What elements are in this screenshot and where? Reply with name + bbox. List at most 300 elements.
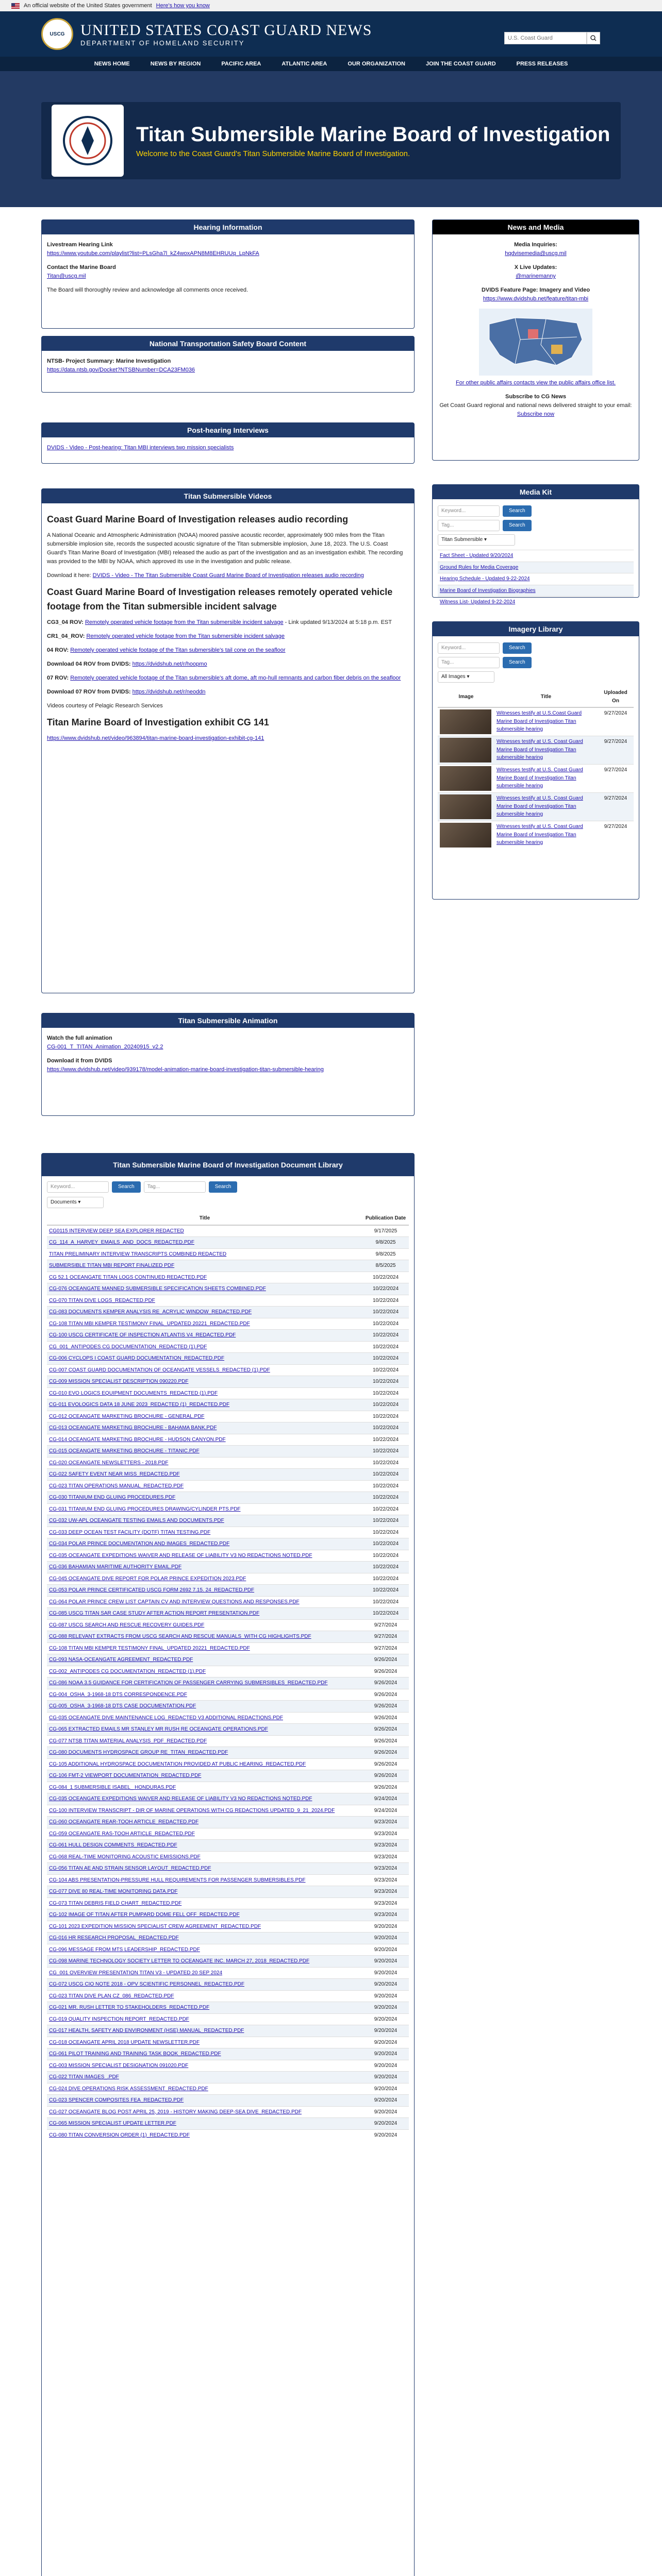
doc-date: 9/20/2024 bbox=[362, 1933, 409, 1944]
doc-title-link[interactable]: CG-077 NTSB TITAN MATERIAL ANALYSIS_PDF_REDACTED.PDF bbox=[49, 1738, 207, 1744]
doc-tag-search-button[interactable]: Search bbox=[209, 1181, 238, 1193]
mediakit-keyword-input[interactable]: Keyword... bbox=[438, 505, 500, 517]
table-row bbox=[47, 1411, 409, 1422]
table-row bbox=[47, 2083, 409, 2095]
doc-title-link[interactable]: CG-005_OSHA_3-1968-18 DTS CASE DOCUMENTATION.PDF bbox=[49, 1703, 196, 1709]
doc-title-link[interactable]: CG-105 ADDITIONAL HYDROSPACE DOCUMENTATION PROVIDED AT PUBLIC HEARING_REDACTED.PDF bbox=[49, 1761, 306, 1767]
doc-title-link[interactable]: CG-033 DEEP OCEAN TEST FACILITY (DOTF) TITAN TESTING.PDF bbox=[49, 1529, 211, 1535]
x-handle-link[interactable]: @marinemanny bbox=[516, 273, 556, 280]
doc-title-link[interactable]: CG-100 INTERVIEW TRANSCRIPT - DIR OF MARINE OPERATIONS WITH CG REDACTIONS UPDATED_9_21_2024.PDF bbox=[49, 1807, 335, 1814]
doc-date: 9/23/2024 bbox=[362, 1851, 409, 1863]
table-row bbox=[47, 1758, 409, 1770]
search-icon bbox=[590, 35, 597, 41]
nav-our-organization[interactable]: OUR ORGANIZATION bbox=[347, 61, 405, 67]
ntsb-link[interactable]: https://data.ntsb.gov/Docket?NTSBNumber=DCA23FM036 bbox=[47, 367, 195, 374]
doc-date: 9/26/2024 bbox=[362, 1701, 409, 1713]
doc-title-link[interactable]: CG-013 OCEANGATE MARKETING BROCHURE - BAHAMA BANK.PDF bbox=[49, 1425, 217, 1431]
table-row bbox=[47, 1642, 409, 1654]
table-row bbox=[47, 1619, 409, 1631]
mediakit-search-button[interactable]: Search bbox=[503, 505, 532, 517]
inquiries-label: Media Inquiries: bbox=[514, 242, 557, 248]
imagery-tag-search-button[interactable]: Search bbox=[503, 657, 532, 668]
doc-title-link[interactable]: CG-045 OCEANGATE DIVE REPORT FOR POLAR PRINCE EXPEDITION 2023.PDF bbox=[49, 1575, 246, 1582]
subscribe-label: Subscribe to CG News bbox=[505, 394, 566, 400]
doc-title-link[interactable]: CG-034 POLAR PRINCE DOCUMENTATION AND IMAGES_REDACTED.PDF bbox=[49, 1541, 230, 1547]
img-col-date[interactable]: Uploaded On bbox=[598, 687, 634, 707]
doc-title-link[interactable]: CG-083 DOCUMENTS KEMPER ANALYSIS RE_ACRYLIC WINDOW_REDACTED.PDF bbox=[49, 1309, 252, 1315]
rov-item-link[interactable]: Remotely operated vehicle footage from the Titan submersible incident salvage bbox=[86, 633, 285, 639]
ntsb-panel-title: National Transportation Safety Board Content bbox=[42, 336, 414, 351]
doc-date: 10/22/2024 bbox=[362, 1469, 409, 1481]
table-row bbox=[47, 1422, 409, 1434]
ntsb-panel bbox=[41, 336, 415, 393]
document-library-title: Titan Submersible Marine Board of Investigation Document Library bbox=[42, 1154, 414, 1176]
doc-title-link[interactable]: CG-035 OCEANGATE DIVE MAINTENANCE LOG_REDACTED V3 ADDITIONAL REDACTIONS.PDF bbox=[49, 1715, 283, 1721]
table-row bbox=[47, 2072, 409, 2083]
doc-date: 10/22/2024 bbox=[362, 1538, 409, 1550]
doc-date: 9/20/2024 bbox=[362, 2013, 409, 2025]
doc-title-link[interactable]: CG-096 MESSAGE FROM MTS LEADERSHIP_REDACTED.PDF bbox=[49, 1946, 200, 1953]
doc-title-link[interactable]: CG-085 USCG TITAN SAR CASE STUDY AFTER ACTION REPORT PRESENTATION.PDF bbox=[49, 1611, 260, 1616]
doc-date: 10/22/2024 bbox=[362, 1492, 409, 1504]
audio-download-link[interactable]: DVIDS - Video - The Titan Submersible Coast Guard Marine Board of Investigation releases audio recording bbox=[92, 572, 364, 579]
doc-date: 9/20/2024 bbox=[362, 2060, 409, 2072]
image-title-link[interactable]: Witnesses testify at U.S. Coast Guard Marine Board of Investigation Titan submersible hearing bbox=[496, 767, 583, 789]
doc-date: 9/20/2024 bbox=[362, 1944, 409, 1956]
doc-title-link[interactable]: CG-098 MARINE TECHNOLOGY SOCIETY LETTER TO OCEANGATE INC. MARCH 27, 2018_REDACTED.PDF bbox=[49, 1958, 310, 1964]
doc-date: 10/22/2024 bbox=[362, 1596, 409, 1608]
media-kit-panel bbox=[432, 484, 639, 605]
table-row bbox=[47, 1283, 409, 1295]
doc-title-link[interactable]: CG-017 HEALTH, SAFETY AND ENVIRONMENT (HSE) MANUAL_REDACTED.PDF bbox=[49, 2028, 244, 2033]
table-row bbox=[47, 1979, 409, 1991]
x-updates-label: X Live Updates: bbox=[514, 264, 557, 271]
doc-title-link[interactable]: CG-020 OCEANGATE NEWSLETTERS - 2018.PDF bbox=[49, 1460, 169, 1466]
table-row bbox=[47, 1550, 409, 1562]
table-row bbox=[47, 1364, 409, 1376]
dvids-label: DVIDS Feature Page: Imagery and Video bbox=[481, 287, 590, 294]
doc-title-link[interactable]: CG-023 TITAN OPERATIONS MANUAL_REDACTED.PDF bbox=[49, 1483, 184, 1489]
doc-title-link[interactable]: CG-061 HULL DESIGN COMMENTS_REDACTED.PDF bbox=[49, 1842, 177, 1848]
doc-title-link[interactable]: CG-059 OCEANGATE RAS-TOOH ARTICLE_REDACTED.PDF bbox=[49, 1831, 195, 1837]
table-row bbox=[47, 1376, 409, 1388]
doc-date: 10/22/2024 bbox=[362, 1353, 409, 1365]
doc-date: 9/20/2024 bbox=[362, 2095, 409, 2107]
doc-date: 9/8/2025 bbox=[362, 1237, 409, 1249]
doc-title-link[interactable]: CG_114_A_HARVEY_EMAILS_AND_DOCS_REDACTED.PDF bbox=[49, 1240, 194, 1245]
table-row bbox=[438, 736, 634, 765]
doc-title-link[interactable]: CG-002_ANTIPODES CG DOCUMENTATION_REDACTED (1).PDF bbox=[49, 1668, 206, 1674]
site-header bbox=[0, 11, 662, 57]
doc-title-link[interactable]: CG-030 TITANIUM END GLUING PROCEDURES.PDF bbox=[49, 1495, 176, 1500]
mediakit-item[interactable]: Ground Rules for Media Coverage bbox=[440, 564, 519, 570]
exhibit-link[interactable]: https://www.dvidshub.net/video/963894/titan-marine-board-investigation-exhibit-cg-141 bbox=[47, 735, 264, 742]
table-row bbox=[47, 2037, 409, 2048]
table-row bbox=[47, 1840, 409, 1852]
mediakit-category-value: Titan Submersible bbox=[441, 537, 483, 543]
doc-date: 9/23/2024 bbox=[362, 1897, 409, 1909]
table-row bbox=[47, 1735, 409, 1747]
doc-date: 9/26/2024 bbox=[362, 1735, 409, 1747]
gov-banner-text: An official website of the United States government bbox=[24, 3, 152, 9]
table-row bbox=[47, 1631, 409, 1643]
doc-date: 10/22/2024 bbox=[362, 1295, 409, 1307]
doc-date: 10/22/2024 bbox=[362, 1272, 409, 1283]
table-row bbox=[47, 1341, 409, 1353]
gov-banner-link[interactable]: Here's how you know bbox=[156, 3, 210, 9]
doc-title-link[interactable]: CG-023 TITAN DIVE PLAN CZ_086_REDACTED.PDF bbox=[49, 1993, 174, 1999]
doc-title-link[interactable]: CG-009 MISSION SPECIALIST DESCRIPTION 090220.PDF bbox=[49, 1379, 189, 1384]
animation-download-link[interactable]: https://www.dvidshub.net/video/939178/model-animation-marine-board-investigation-titan-submersible-hearing bbox=[47, 1066, 324, 1073]
doc-title-link[interactable]: CG-086 NOAA 3.5 GUIDANCE FOR CERTIFICATION OF PASSENGER CARRYING SUBMERSIBLES_REDACTED.PDF bbox=[49, 1680, 328, 1686]
doc-title-link[interactable]: CG-065 EXTRACTED EMAILS MR STANLEY MR RUSH RE OCEANGATE OPERATIONS.PDF bbox=[49, 1726, 268, 1732]
doc-title-link[interactable]: CG-106 FMT-2 VIEWPORT DOCUMENTATION_REDACTED.PDF bbox=[49, 1773, 202, 1778]
image-thumbnail[interactable] bbox=[440, 794, 491, 819]
mediakit-tag-search-button[interactable]: Search bbox=[503, 520, 532, 531]
doc-date: 9/23/2024 bbox=[362, 1828, 409, 1840]
doc-title-link[interactable]: CG-022 SAFETY EVENT NEAR MISS_REDACTED.PDF bbox=[49, 1471, 180, 1477]
doc-title-link[interactable]: TITAN PRELIMINARY INTERVIEW TRANSCRIPTS COMBINED REDACTED bbox=[49, 1251, 227, 1257]
us-map-icon[interactable] bbox=[479, 309, 592, 376]
mediakit-item[interactable]: Witness List- Updated 9-22-2024 bbox=[440, 599, 516, 605]
doc-title-link[interactable]: CG-014 OCEANGATE MARKETING BROCHURE - HUDSON CANYON.PDF bbox=[49, 1436, 226, 1443]
doc-date: 10/22/2024 bbox=[362, 1307, 409, 1318]
mediakit-item[interactable]: Marine Board of Investigation Biographies bbox=[440, 587, 536, 594]
table-row bbox=[47, 2048, 409, 2060]
doc-title-link[interactable]: CG-032 UW-APL OCEANGATE TESTING EMAILS AND DOCUMENTS.PDF bbox=[49, 1518, 224, 1523]
table-row bbox=[47, 1724, 409, 1736]
doc-title-link[interactable]: CG-060 OCEANGATE REAR-TOOH ARTICLE_REDACTED.PDF bbox=[49, 1819, 199, 1825]
doc-date: 10/22/2024 bbox=[362, 1550, 409, 1562]
search-input[interactable] bbox=[504, 32, 587, 44]
image-date: 9/27/2024 bbox=[598, 821, 634, 850]
doc-title-link[interactable]: CG-056 TITAN AE AND STRAIN SENSOR LAYOUT_REDACTED.PDF bbox=[49, 1866, 211, 1871]
doc-title-link[interactable]: CG-084_1 SUBMERSIBLE ISABEL_ HONDURAS.PDF bbox=[49, 1784, 176, 1790]
us-flag-icon bbox=[11, 3, 20, 9]
news-media-title: News and Media bbox=[433, 220, 639, 234]
image-date: 9/27/2024 bbox=[598, 707, 634, 736]
img-col-image: Image bbox=[438, 687, 494, 707]
doc-date: 9/23/2024 bbox=[362, 1817, 409, 1828]
doc-date: 9/20/2024 bbox=[362, 2106, 409, 2118]
doc-title-link[interactable]: CG-018 OCEANGATE APRIL 2018 UPDATE NEWSLETTER.PDF bbox=[49, 2039, 200, 2045]
table-row bbox=[47, 2129, 409, 2141]
doc-col-date[interactable]: Publication Date bbox=[362, 1212, 409, 1225]
subscribe-text: Get Coast Guard regional and national news delivered straight to your email: bbox=[439, 402, 632, 409]
doc-date: 10/22/2024 bbox=[362, 1422, 409, 1434]
doc-title-link[interactable]: CG-023 SPENCER COMPOSITES FEA_REDACTED.PDF bbox=[49, 2097, 184, 2103]
nav-news-home[interactable]: NEWS HOME bbox=[94, 61, 130, 67]
table-row bbox=[47, 1237, 409, 1249]
imagery-search-button[interactable]: Search bbox=[503, 642, 532, 654]
doc-title-link[interactable]: CG-073 TITAN DEBRIS FIELD CHART_REDACTED.PDF bbox=[49, 1900, 182, 1906]
doc-title-link[interactable]: CG-016 HR RESEARCH PROPOSAL_REDACTED.PDF bbox=[49, 1935, 179, 1941]
table-row bbox=[47, 2095, 409, 2107]
rov-item-link[interactable]: Remotely operated vehicle footage of the Titan submersible's aft dome, aft mo-hull remnants and carbon fiber debris on the seafloor bbox=[70, 675, 401, 682]
table-row bbox=[47, 1770, 409, 1782]
doc-title-link[interactable]: CG_001_ANTIPODES CG DOCUMENTATION_REDACTED (1).PDF bbox=[49, 1344, 207, 1350]
doc-title-link[interactable]: CG-006 CYCLOPS I COAST GUARD DOCUMENTATION_REDACTED.PDF bbox=[49, 1355, 225, 1361]
table-row bbox=[47, 1793, 409, 1805]
page-subtitle: Welcome to the Coast Guard's Titan Submersible Marine Board of Investigation. bbox=[136, 149, 410, 158]
doc-title-link[interactable]: CG-036 BAHAMIAN MARITIME AUTHORITY EMAIL.PDF bbox=[49, 1564, 182, 1570]
doc-date: 10/22/2024 bbox=[362, 1341, 409, 1353]
hearing-panel-title: Hearing Information bbox=[42, 220, 414, 234]
rov-item-link[interactable]: Remotely operated vehicle footage from the Titan submersible incident salvage bbox=[85, 619, 284, 625]
doc-date: 9/26/2024 bbox=[362, 1666, 409, 1677]
doc-title-link[interactable]: CG-072 USCG CIO NOTE 2018 - OPV SCIENTIFIC PERSONNEL_REDACTED.PDF bbox=[49, 1981, 244, 1987]
doc-search-button[interactable]: Search bbox=[112, 1181, 141, 1193]
imagery-table bbox=[438, 687, 634, 849]
mediakit-item[interactable]: Fact Sheet - Updated 9/20/2024 bbox=[440, 553, 514, 558]
image-title-link[interactable]: Witnesses testify at U.S. Coast Guard Marine Board of Investigation Titan submersible hearing bbox=[496, 795, 583, 817]
doc-title-link[interactable]: CG-108 TITAN MBI KEMPER TESTIMONY FINAL_UPDATED 20221_REDACTED.PDF bbox=[49, 1645, 250, 1651]
image-title-link[interactable]: Witnesses testify at U.S. Coast Guard Marine Board of Investigation Titan submersible hearing bbox=[496, 739, 583, 760]
doc-date: 9/20/2024 bbox=[362, 1979, 409, 1991]
rov-item-note: - Link updated 9/13/2024 at 5:18 p.m. EST bbox=[285, 619, 392, 625]
imagery-tag-input[interactable]: Tag... bbox=[438, 657, 500, 668]
dvids-link[interactable]: https://www.dvidshub.net/feature/titan-mbi bbox=[483, 296, 589, 302]
doc-date: 10/22/2024 bbox=[362, 1573, 409, 1585]
doc-date: 9/23/2024 bbox=[362, 1909, 409, 1921]
doc-title-link[interactable]: CG-087 USCG SEARCH AND RESCUE RECOVERY GUIDES.PDF bbox=[49, 1622, 205, 1628]
doc-title-link[interactable]: CG-053 POLAR PRINCE CERTIFICATED USCG FORM 2692 7.15. 24_REDACTED.PDF bbox=[49, 1587, 255, 1593]
table-row bbox=[438, 793, 634, 821]
table-row bbox=[47, 1434, 409, 1446]
table-row bbox=[47, 1480, 409, 1492]
table-row bbox=[47, 1248, 409, 1260]
doc-title-link[interactable]: CG-065 MISSION SPECIALIST UPDATE LETTER.PDF bbox=[49, 2121, 176, 2126]
doc-title-link[interactable]: CG-031 TITANIUM END GLUING PROCEDURES DRAWING/CYLINDER PTS.PDF bbox=[49, 1506, 241, 1512]
nav-press-releases[interactable]: PRESS RELEASES bbox=[516, 61, 568, 67]
doc-tag-input[interactable]: Tag... bbox=[144, 1181, 206, 1193]
doc-date: 10/22/2024 bbox=[362, 1527, 409, 1538]
table-row bbox=[47, 1353, 409, 1365]
image-date: 9/27/2024 bbox=[598, 765, 634, 793]
table-row bbox=[47, 1538, 409, 1550]
doc-title-link[interactable]: CG-061 PILOT TRAINING AND TRAINING TASK BOOK_REDACTED.PDF bbox=[49, 2051, 221, 2057]
doc-title-link[interactable]: CG-077 DIVE 80 REAL-TIME MONITORING DATA.PDF bbox=[49, 1889, 178, 1894]
table-row bbox=[47, 1272, 409, 1283]
doc-title-link[interactable]: CG-093 NASA-OCEANGATE AGREEMENT_REDACTED.PDF bbox=[49, 1657, 193, 1663]
imagery-library-title: Imagery Library bbox=[433, 622, 639, 636]
table-row bbox=[47, 1805, 409, 1817]
inquiries-email[interactable]: hqdvisemedia@uscg.mil bbox=[505, 250, 567, 257]
imagery-keyword-input[interactable]: Keyword... bbox=[438, 642, 500, 654]
img-col-title[interactable]: Title bbox=[494, 687, 598, 707]
doc-title-link[interactable]: CG-080 TITAN CONVERSION ORDER (1)_REDACTED.PDF bbox=[49, 2132, 190, 2138]
doc-title-link[interactable]: CG-070 TITAN DIVE LOGS_REDACTED.PDF bbox=[49, 1297, 155, 1303]
table-row bbox=[47, 1874, 409, 1886]
animation-file-link[interactable]: CG-001_T_TITAN_Animation_20240915_v2.2 bbox=[47, 1044, 163, 1050]
doc-date: 9/26/2024 bbox=[362, 1782, 409, 1793]
uscg-seal-icon[interactable]: USCG bbox=[41, 18, 73, 50]
doc-title-link[interactable]: CG-076 OCEANGATE MANNED SUBMERSIBLE SPECIFICATION SHEETS COMBINED.PDF bbox=[49, 1286, 266, 1292]
search-button[interactable] bbox=[587, 32, 600, 44]
animation-download-label: Download it from DVIDS bbox=[47, 1058, 112, 1064]
doc-date: 9/23/2024 bbox=[362, 1874, 409, 1886]
table-row bbox=[47, 1921, 409, 1933]
livestream-link[interactable]: https://www.youtube.com/playlist?list=PLsGha7l_kZ4woxAPN8M8EHRUUq_LpNkFA bbox=[47, 250, 259, 257]
rov-item-label: Download 07 ROV from DVIDS: bbox=[47, 689, 131, 696]
doc-title-link[interactable]: CG0115 INTERVIEW DEEP SEA EXPLORER REDACTED bbox=[49, 1228, 184, 1234]
doc-title-link[interactable]: CG-102 IMAGE OF TITAN AFTER PUMPARD DOME FELL OFF_REDACTED.PDF bbox=[49, 1912, 240, 1918]
table-row bbox=[47, 1307, 409, 1318]
doc-date: 10/22/2024 bbox=[362, 1318, 409, 1330]
doc-date: 9/27/2024 bbox=[362, 1619, 409, 1631]
table-row bbox=[47, 2002, 409, 2014]
doc-title-link[interactable]: CG 52.1 OCEANGATE TITAN LOGS CONTINUED REDACTED.PDF bbox=[49, 1274, 207, 1280]
audio-heading: Coast Guard Marine Board of Investigation releases audio recording bbox=[47, 514, 349, 524]
image-thumbnail[interactable] bbox=[440, 823, 491, 848]
exhibit-heading: Titan Marine Board of Investigation exhibit CG 141 bbox=[47, 717, 269, 728]
hero bbox=[0, 71, 662, 207]
table-row bbox=[47, 1225, 409, 1237]
doc-date: 9/20/2024 bbox=[362, 1921, 409, 1933]
doc-date: 9/20/2024 bbox=[362, 1967, 409, 1979]
table-row bbox=[47, 2060, 409, 2072]
doc-date: 10/22/2024 bbox=[362, 1283, 409, 1295]
doc-date: 10/22/2024 bbox=[362, 1330, 409, 1342]
table-row bbox=[47, 1782, 409, 1793]
videos-panel-title: Titan Submersible Videos bbox=[42, 489, 414, 503]
doc-date: 9/20/2024 bbox=[362, 2083, 409, 2095]
documents-dropdown[interactable]: Documents ▾ bbox=[47, 1197, 104, 1208]
table-row bbox=[47, 1515, 409, 1527]
doc-date: 9/26/2024 bbox=[362, 1747, 409, 1759]
uscg-logo-icon bbox=[52, 105, 124, 177]
rov-item-link[interactable]: Remotely operated vehicle footage of the Titan submersible's tail cone on the seafloor bbox=[70, 647, 286, 653]
doc-date: 10/22/2024 bbox=[362, 1411, 409, 1422]
image-thumbnail[interactable] bbox=[440, 766, 491, 791]
image-thumbnail[interactable] bbox=[440, 709, 491, 734]
doc-title-link[interactable]: CG-024 DIVE OPERATIONS RISK ASSESSMENT_REDACTED.PDF bbox=[49, 2086, 208, 2092]
doc-date: 10/22/2024 bbox=[362, 1376, 409, 1388]
page-title: Titan Submersible Marine Board of Investigation bbox=[136, 123, 610, 146]
image-title-link[interactable]: Witnesses testify at U.S. Coast Guard Marine Board of Investigation Titan submersible hearing bbox=[496, 824, 583, 845]
doc-title-link[interactable]: CG-035 OCEANGATE EXPEDITIONS WAIVER AND RELEASE OF LIABILITY V3 NO REDACTIONS NOTED.PDF bbox=[49, 1552, 312, 1558]
doc-title-link[interactable]: CG-108 TITAN MBI KEMPER TESTIMONY FINAL_UPDATED 20221_REDACTED.PDF bbox=[49, 1320, 250, 1327]
doc-title-link[interactable]: CG-010 EVO LOGICS EQUIPMENT DOCUMENTS_REDACTED (1).PDF bbox=[49, 1390, 218, 1396]
doc-date: 8/5/2025 bbox=[362, 1260, 409, 1272]
doc-title-link[interactable]: CG-104 ABS PRESENTATION-PRESSURE HULL REQUIREMENTS FOR PASSENGER SUBMERSIBLES.PDF bbox=[49, 1877, 306, 1883]
doc-date: 9/24/2024 bbox=[362, 1793, 409, 1805]
rov-item-label: CR1_04_ROV: bbox=[47, 633, 85, 639]
table-row bbox=[438, 707, 634, 736]
doc-date: 9/20/2024 bbox=[362, 2048, 409, 2060]
doc-title-link[interactable]: CG-019 QUALITY INSPECTION REPORT_REDACTED.PDF bbox=[49, 2016, 189, 2022]
pa-office-link[interactable]: For other public affairs contacts view the public affairs office list. bbox=[456, 380, 616, 386]
rov-item-link[interactable]: https://dvidshub.net/r/hoopmo bbox=[132, 661, 207, 668]
table-row bbox=[47, 1851, 409, 1863]
table-row bbox=[47, 1585, 409, 1597]
imagery-category-select[interactable]: All Images ▾ bbox=[438, 671, 494, 683]
table-row bbox=[47, 2013, 409, 2025]
rov-item-label: 07 ROV: bbox=[47, 675, 69, 682]
table-row bbox=[47, 1677, 409, 1689]
doc-title-link[interactable]: CG-011 EVOLOGICS DATA 18 JUNE 2023_REDACTED (1)_REDACTED.PDF bbox=[49, 1402, 230, 1408]
doc-title-link[interactable]: CG-035 OCEANGATE EXPEDITIONS WAIVER AND RELEASE OF LIABILITY V3 NO REDACTIONS NOTED.PDF bbox=[49, 1796, 312, 1802]
rov-item-label: Download 04 ROV from DVIDS: bbox=[47, 661, 131, 668]
doc-date: 10/22/2024 bbox=[362, 1503, 409, 1515]
doc-title-link[interactable]: CG-004_OSHA_3-1968-18 DTS CORRESPONDENCE.PDF bbox=[49, 1691, 187, 1698]
mediakit-item[interactable]: Hearing Schedule - Updated 9-22-2024 bbox=[440, 576, 530, 582]
videos-panel bbox=[41, 488, 415, 993]
imagery-category-value: All Images bbox=[441, 674, 466, 680]
doc-title-link[interactable]: CG-021 MR. RUSH LETTER TO STAKEHOLDERS_REDACTED.PDF bbox=[49, 2005, 210, 2010]
doc-col-title[interactable]: Title bbox=[47, 1212, 362, 1225]
doc-date: 9/26/2024 bbox=[362, 1689, 409, 1701]
table-row bbox=[47, 1897, 409, 1909]
doc-date: 10/22/2024 bbox=[362, 1399, 409, 1411]
doc-title-link[interactable]: CG-007 COAST GUARD DOCUMENTATION OF OCEANGATE VESSELS_REDACTED (1).PDF bbox=[49, 1367, 270, 1373]
table-row bbox=[47, 1562, 409, 1573]
table-row bbox=[47, 1399, 409, 1411]
doc-date: 10/22/2024 bbox=[362, 1364, 409, 1376]
doc-title-link[interactable]: CG-012 OCEANGATE MARKETING BROCHURE - GENERAL.PDF bbox=[49, 1413, 205, 1419]
site-subtitle: DEPARTMENT OF HOMELAND SECURITY bbox=[80, 39, 245, 47]
mediakit-tag-input[interactable]: Tag... bbox=[438, 520, 500, 531]
doc-date: 9/20/2024 bbox=[362, 2025, 409, 2037]
image-thumbnail[interactable] bbox=[440, 738, 491, 762]
table-row bbox=[47, 1527, 409, 1538]
doc-title-link[interactable]: CG-022 TITAN IMAGES_.PDF bbox=[49, 2074, 119, 2080]
table-row bbox=[47, 1944, 409, 1956]
nav-atlantic-area[interactable]: ATLANTIC AREA bbox=[282, 61, 327, 67]
post-hearing-title: Post-hearing Interviews bbox=[42, 423, 414, 437]
doc-date: 9/26/2024 bbox=[362, 1758, 409, 1770]
doc-title-link[interactable]: CG-003 MISSION SPECIALIST DESIGNATION 091020.PDF bbox=[49, 2062, 189, 2069]
mediakit-category-select[interactable]: Titan Submersible ▾ bbox=[438, 534, 515, 546]
table-row bbox=[47, 1387, 409, 1399]
doc-title-link[interactable]: CG-088 RELEVANT EXTRACTS FROM USCG SEARCH AND RESCUE MANUALS_WITH CG HIGHLIGHTS.PDF bbox=[49, 1634, 311, 1639]
rov-item-link[interactable]: https://dvidshub.net/r/neoddn bbox=[132, 689, 206, 696]
doc-title-link[interactable]: CG-015 OCEANGATE MARKETING BROCHURE - TITANIC.PDF bbox=[49, 1448, 200, 1454]
site-title[interactable]: UNITED STATES COAST GUARD NEWS bbox=[80, 21, 372, 39]
doc-title-link[interactable]: CG-064 POLAR PRINCE CREW LIST CAPTAIN CV AND INTERVIEW QUESTIONS AND RESPONSES.PDF bbox=[49, 1599, 300, 1605]
doc-title-link[interactable]: CG_001 OVERVIEW PRESENTATION TITAN V3 - UPDATED 20 SEP 2024 bbox=[49, 1970, 223, 1976]
doc-title-link[interactable]: CG-068 REAL-TIME MONITORING ACOUSTIC EMISSIONS.PDF bbox=[49, 1854, 201, 1860]
audio-download-label: Download it here: bbox=[47, 572, 91, 579]
table-row bbox=[47, 1330, 409, 1342]
table-row bbox=[47, 1654, 409, 1666]
table-row bbox=[47, 2106, 409, 2118]
image-title-link[interactable]: Witnesses testify at U.S.Coast Guard Marine Board of Investigation Titan submersible hearing bbox=[496, 710, 582, 732]
post-hearing-link[interactable]: DVIDS - Video - Post-hearing: Titan MBI interviews two mission specialists bbox=[47, 445, 234, 451]
doc-date: 10/22/2024 bbox=[362, 1608, 409, 1620]
hearing-note: The Board will thoroughly review and acknowledge all comments once received. bbox=[47, 287, 249, 294]
contact-email-link[interactable]: Titan@uscg.mil bbox=[47, 273, 86, 280]
doc-keyword-input[interactable]: Keyword... bbox=[47, 1181, 109, 1193]
table-row bbox=[47, 1608, 409, 1620]
table-row bbox=[47, 1666, 409, 1677]
doc-date: 9/20/2024 bbox=[362, 2002, 409, 2014]
doc-date: 9/23/2024 bbox=[362, 1886, 409, 1898]
nav-pacific-area[interactable]: PACIFIC AREA bbox=[221, 61, 261, 67]
doc-title-link[interactable]: CG-027 OCEANGATE BLOG POST APRIL 25, 2019 - HISTORY MAKING DEEP-SEA DIVE_REDACTED.PDF bbox=[49, 2109, 302, 2115]
doc-date: 9/20/2024 bbox=[362, 2118, 409, 2130]
doc-date: 10/22/2024 bbox=[362, 1585, 409, 1597]
doc-date: 10/22/2024 bbox=[362, 1480, 409, 1492]
video-credit: Videos courtesy of Pelagic Research Services bbox=[47, 703, 163, 709]
doc-title-link[interactable]: CG-100 USCG CERTIFICATE OF INSPECTION ATLANTIS V4_REDACTED.PDF bbox=[49, 1332, 236, 1338]
nav-join[interactable]: JOIN THE COAST GUARD bbox=[425, 61, 496, 67]
doc-title-link[interactable]: CG-080 DOCUMENTS HYDROSPACE GROUP RE_TITAN_REDACTED.PDF bbox=[49, 1750, 228, 1755]
doc-title-link[interactable]: SUBMERSIBLE TITAN MBI REPORT FINALIZED PDF bbox=[49, 1263, 175, 1268]
doc-title-link[interactable]: CG-101 2023 EXPEDITION MISSION SPECIALIST CREW AGREEMENT_REDACTED.PDF bbox=[49, 1923, 261, 1929]
subscribe-link[interactable]: Subscribe now bbox=[517, 411, 555, 418]
nav-news-by-region[interactable]: NEWS BY REGION bbox=[150, 61, 201, 67]
